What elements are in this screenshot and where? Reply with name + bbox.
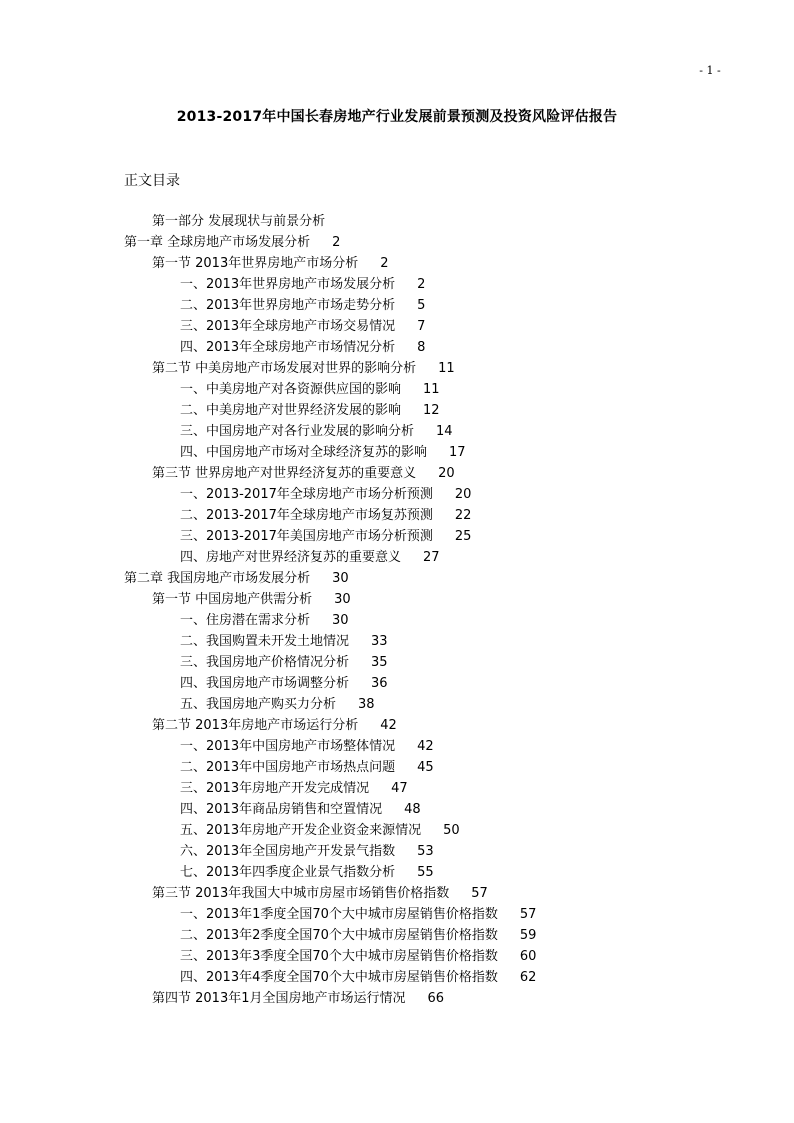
toc-entry[interactable] [0,547,794,568]
toc-entry-page-number: 42 [380,718,397,733]
toc-entry[interactable] [0,316,794,337]
toc-entry-page-number: 36 [371,676,388,691]
toc-entry[interactable] [0,862,794,883]
toc-entry-page-number: 60 [519,949,537,964]
toc-entry-page-number: 30 [334,592,351,607]
toc-entry-page-number: 30 [332,571,349,586]
toc-entry-page-number: 42 [417,739,434,754]
toc-entry-page-number: 20 [438,466,455,481]
toc-entry[interactable] [0,253,794,274]
toc-entry[interactable] [0,610,794,631]
toc-entry-page-number: 20 [454,487,472,502]
toc-entry-label: 五、我国房地产购买力分析 [180,697,337,712]
toc-entry[interactable] [0,337,794,358]
toc-entry-label: 二、2013年世界房地产市场走势分析 [180,298,396,313]
toc-entry-label: 一、中美房地产对各资源供应国的影响 [180,382,402,397]
toc-entry-page-number: 57 [471,886,488,901]
toc-entry-page-number: 33 [371,634,388,649]
toc-entry[interactable] [0,358,794,379]
toc-entry-page-number: 59 [519,928,537,943]
toc-entry-page-number: 47 [391,781,408,796]
toc-entry-label: 一、2013年中国房地产市场整体情况 [180,739,396,754]
toc-entry[interactable] [0,883,794,904]
toc-entry-label: 五、2013年房地产开发企业资金来源情况 [180,823,422,838]
toc-entry-page-number: 2 [332,235,341,250]
toc-entry-label: 一、2013年1季度全国70个大中城市房屋销售价格指数 [180,907,498,922]
toc-entry-page-number: 2 [380,256,389,271]
toc-entry-page-number: 12 [423,403,440,418]
toc-entry-label: 第三节 2013年我国大中城市房屋市场销售价格指数 [152,886,450,901]
toc-entry[interactable] [0,946,794,967]
toc-entry-page-number: 11 [438,361,455,376]
toc-entry[interactable] [0,295,794,316]
toc-entry-label: 四、中国房地产市场对全球经济复苏的影响 [180,445,428,460]
toc-entry-page-number: 11 [423,382,440,397]
toc-entry-page-number: 30 [332,613,349,628]
toc-entry-page-number: 2 [417,277,426,292]
toc-entry[interactable] [0,988,794,1009]
toc-entry-label: 三、2013年房地产开发完成情况 [180,781,370,796]
toc-entry-label: 第一章 全球房地产市场发展分析 [124,235,311,250]
toc-entry-label: 四、2013年商品房销售和空置情况 [180,802,383,817]
toc-entry-label: 七、2013年四季度企业景气指数分析 [180,865,396,880]
toc-entry-label: 二、2013年中国房地产市场热点问题 [180,760,396,775]
toc-entry[interactable] [0,568,794,589]
page-number: - 1 - [699,64,721,77]
toc-entry[interactable] [0,820,794,841]
toc-heading: 正文目录 [124,173,180,189]
toc-entry[interactable] [0,589,794,610]
toc-entry-page-number: 45 [417,760,434,775]
toc-entry-page-number: 62 [519,970,537,985]
toc-entry-page-number: 7 [417,319,426,334]
toc-entry[interactable] [0,442,794,463]
toc-entry-page-number: 8 [417,340,426,355]
toc-entry-page-number: 55 [417,865,434,880]
table-of-contents [0,211,794,1009]
toc-entry-page-number: 57 [519,907,537,922]
toc-entry-label: 第一部分 发展现状与前景分析 [152,214,326,229]
toc-entry-label: 一、2013年世界房地产市场发展分析 [180,277,396,292]
toc-entry[interactable] [0,379,794,400]
toc-entry-label: 三、2013年全球房地产市场交易情况 [180,319,396,334]
toc-entry[interactable] [0,526,794,547]
toc-entry[interactable] [0,736,794,757]
toc-entry-label: 三、中国房地产对各行业发展的影响分析 [180,424,415,439]
toc-entry-label: 四、2013年全球房地产市场情况分析 [180,340,396,355]
toc-entry[interactable] [0,967,794,988]
toc-entry-label: 第一节 2013年世界房地产市场分析 [152,256,359,271]
toc-entry[interactable] [0,757,794,778]
toc-entry[interactable] [0,400,794,421]
toc-entry[interactable] [0,211,794,232]
toc-entry-page-number: 66 [427,991,445,1006]
toc-entry[interactable] [0,925,794,946]
toc-entry-page-number: 25 [454,529,472,544]
toc-entry-page-number: 53 [417,844,434,859]
toc-entry[interactable] [0,694,794,715]
toc-entry[interactable] [0,274,794,295]
toc-entry-label: 第二章 我国房地产市场发展分析 [124,571,311,586]
toc-entry[interactable] [0,904,794,925]
toc-entry-label: 一、2013-2017年全球房地产市场分析预测 [180,487,433,502]
toc-entry[interactable] [0,463,794,484]
toc-entry-label: 第二节 中美房地产市场发展对世界的影响分析 [152,361,417,376]
toc-entry[interactable] [0,652,794,673]
toc-entry-label: 第四节 2013年1月全国房地产市场运行情况 [152,991,406,1006]
toc-entry-label: 第一节 中国房地产供需分析 [152,592,313,607]
toc-entry-page-number: 38 [358,697,375,712]
toc-entry[interactable] [0,841,794,862]
toc-entry[interactable] [0,799,794,820]
toc-entry[interactable] [0,778,794,799]
toc-entry-label: 四、我国房地产市场调整分析 [180,676,350,691]
toc-entry[interactable] [0,232,794,253]
toc-entry-page-number: 50 [443,823,460,838]
toc-entry-label: 四、2013年4季度全国70个大中城市房屋销售价格指数 [180,970,498,985]
toc-entry[interactable] [0,505,794,526]
toc-entry[interactable] [0,631,794,652]
toc-entry-page-number: 27 [423,550,440,565]
toc-entry-label: 三、2013-2017年美国房地产市场分析预测 [180,529,433,544]
toc-entry-label: 三、我国房地产价格情况分析 [180,655,350,670]
toc-entry-page-number: 22 [454,508,472,523]
toc-entry-page-number: 5 [417,298,426,313]
toc-entry-label: 三、2013年3季度全国70个大中城市房屋销售价格指数 [180,949,498,964]
toc-entry[interactable] [0,673,794,694]
document-title: 2013-2017年中国长春房地产行业发展前景预测及投资风险评估报告 [176,109,618,125]
toc-entry-label: 二、中美房地产对世界经济发展的影响 [180,403,402,418]
toc-entry-label: 一、住房潜在需求分析 [180,613,311,628]
toc-entry-label: 第二节 2013年房地产市场运行分析 [152,718,359,733]
toc-entry-label: 四、房地产对世界经济复苏的重要意义 [180,550,402,565]
toc-entry-page-number: 48 [404,802,421,817]
toc-entry-label: 六、2013年全国房地产开发景气指数 [180,844,396,859]
toc-entry-page-number: 17 [449,445,466,460]
toc-entry-label: 第三节 世界房地产对世界经济复苏的重要意义 [152,466,417,481]
toc-entry-label: 二、我国购置未开发土地情况 [180,634,350,649]
toc-entry[interactable] [0,421,794,442]
toc-entry-page-number: 14 [436,424,453,439]
toc-entry[interactable] [0,484,794,505]
toc-entry-page-number: 35 [371,655,388,670]
toc-entry-label: 二、2013年2季度全国70个大中城市房屋销售价格指数 [180,928,498,943]
toc-entry-label: 二、2013-2017年全球房地产市场复苏预测 [180,508,433,523]
toc-entry[interactable] [0,715,794,736]
